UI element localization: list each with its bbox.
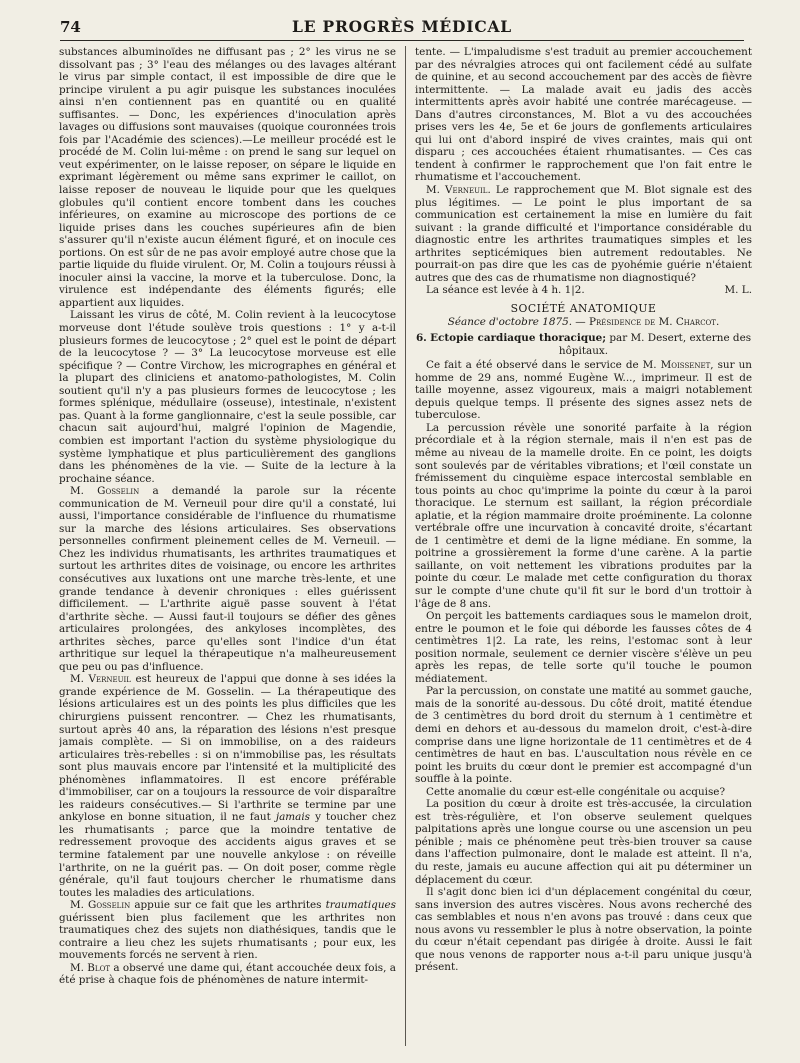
paragraph: substances albuminoïdes ne diffusant pas ; 2° les virus ne se dissolvant pas ; 3° l'eau des mélanges ou des lavages altérant le virus par simple contact, il est impossible de dire que le principe virulent a pu agir puisque les substances inoculées ainsi n'en contiennent pas en quantité ou en qualité suffisantes. — Donc, les expériences d'inoculation après lavages ou diffusions sont mauvaises (quoique couronnées trois fois par l'Académie des sciences).—Le meilleur procédé est le procédé de M. Colin lui-même : on prend le sang sur lequel on veut expérimenter, on le laisse reposer, on sépare le liquide en exprimant légèrement ou même sans exprimer le caillot, on laisse reposer de nouveau le liquide pour que les quelques globules qu'il contient encore tombent dans les couches inférieures, on examine au microscope des portions de ce liquide prises dans les couches supérieures afin de bien s'assurer qu'il n'existe aucun élément figuré, et on inocule ces portions. On est sûr de ne pas avoir employé autre chose que la partie liquide du fluide virulent. Or, M. Colin a toujours réussi à inoculer ainsi la vaccine, la morve et la tuberculose. Donc, la virulence est indépendante des éléments figurés; elle appartient aux liquides. (59, 46, 396, 309)
presidency: — Présidence de M. Charcot. (572, 316, 720, 329)
left-column (59, 46, 396, 1051)
paragraph-text: a observé une dame qui, étant accouchée deux fois, a été prise à chaque fois de phénomènes de nature intermit- (59, 961, 396, 987)
page-number: 74 (60, 18, 81, 36)
paragraph-text: . Le rapprochement que M. Blot signale est des plus légitimes. — Le point le plus important de sa communication est certainement la mise en lumière du fait suivant : la grande difficulté et l'importance considérable du diagnostic entre les arthrites traumatiques simples et les arthrites septicémiques bien autrement redoutables. Ne pourrait-on pas dire que les cas de pyohémie guérie n'étaient autres que des cas de rhumatisme non diagnostiqué? (415, 184, 752, 284)
speaker-name: M. Gosselin (70, 485, 140, 498)
section-title: SOCIÉTÉ ANATOMIQUE (510, 301, 657, 315)
paragraph (59, 899, 396, 962)
speaker-name: M. Verneuil (70, 673, 131, 686)
article-heading (415, 332, 752, 357)
article-number: 6. (415, 332, 427, 345)
physician-name: Moissenet (660, 359, 711, 372)
paragraph-text: est heureux de l'appui que donne à ses idées la grande expérience de M. Gosselin. — La thérapeutique des lésions articulaires est un des points les plus difficiles que les chirurgiens puissent rencontrer. — Chez les rhumatisants, surtout après 40 ans, la réparation des lésions n'est presque jamais complète. — Si on immobilise, on a des raideurs articulaires très-rebelles : si on n'immobilise pas, les résultats sont plus mauvais encore par l'intensité et la multiplicité des phénomènes inflammatoires. Il est encore préférable d'immobiliser, car on a toujours la ressource de voir disparaître les raideurs consécutives.— Si l'arthrite se termine par une ankylose en bonne situation, il ne faut (59, 673, 396, 824)
emphasis: traumatiques (325, 899, 396, 912)
speaker-name: M. Verneuil (426, 184, 488, 197)
article-title: Ectopie cardiaque thoracique; (430, 332, 607, 345)
paragraph: Laissant les virus de côté, M. Colin revient à la leucocytose morveuse dont l'étude soulève trois questions : 1° y a-t-il plusieurs formes de leucocytose ; 2° quel est le point de départ de la leucocytose ? — 3° La leucocytose morveuse est elle spécifique ? — Contre Virchow, les micrographes en général et la plupart des cliniciens et anatomo-pathologistes, M. Colin soutient qu'il n'y a pas plusieurs formes de leucocytose ; les formes splénique, médullaire (osseuse), intestinale, n'existent pas. Quant à la forme ganglionnaire, c'est la seule possible, car chacun sait aujourd'hui, malgré l'opinion de Magendie, combien est important l'action du système physiologique du système lymphatique et plus particulièrement des ganglions dans les phénomènes de la vie. — Suite de la lecture à la prochaine séance. (59, 309, 396, 485)
article-author: par M. Desert, externe des hôpitaux. (558, 332, 752, 357)
speaker-name: M. Gosselin (70, 899, 131, 912)
paragraph (415, 359, 752, 422)
paragraph-text: a demandé la parole sur la récente communication de M. Verneuil pour dire qu'il a constaté, lui aussi, l'importance considérable de l'influence du rhumatisme sur la marche des lésions articulaires. Ses observations personnelles confirment pleinement celles de M. Verneuil. — Chez les individus rhumatisants, les arthrites traumatiques et surtout les arthrites dites de voisinage, ou encore les arthrites consécutives aux luxations ont une marche très-lente, et une grande tendance à devenir chroniques : elles guérissent difficilement. — L'arthrite aiguë passe souvent à l'état d'arthrite sèche. — Aussi faut-il toujours se défier des gênes articulaires prolongées, des ankyloses incomplètes, des arthrites sèches, parce qu'elles sont l'indice d'un état arthritique sur lequel la thérapeutique n'a malheureusement que peu ou pas d'influence. (59, 485, 396, 673)
paragraph: Par la percussion, on constate une matité au sommet gauche, mais de la sonorité au-dessous. Du côté droit, matité étendue de 3 centimètres du bord droit du sternum à 1 centimètre et demi en dehors et au-dessous du mamelon droit, c'est-à-dire comprise dans une ligne horizontale de 11 centimètres et de 4 centimètres de haut en bas. L'auscultation nous révèle en ce point les bruits du cœur dont le premier est accompagné d'un souffle à la pointe. (415, 685, 752, 786)
page-header (60, 16, 744, 41)
paragraph (59, 485, 396, 673)
paragraph-text: appuie sur ce fait que les arthrites (130, 899, 326, 912)
paragraph: La percussion révèle une sonorité parfaite à la région précordiale et à la région sternale, mais il n'en est pas de même au niveau de la mamelle droite. En ce point, les doigts sont soulevés par de véritables vibrations; et l'œil constate un frémissement du cinquième espace intercostal semblable en tous points au choc qu'imprime la pointe du cœur à la paroi thoracique. Le sternum est saillant, la région précordiale aplatie, et la région mammaire droite proéminente. La colonne vertébrale offre une incurvation à concavité droite, s'écartant de 1 centimètre et demi de la ligne médiane. En somme, la poitrine a grossièrement la forme d'une carène. A la partie saillante, on voit nettement les vibrations produites par la pointe du cœur. Le malade met cette configuration du thorax sur le compte d'une chute qu'il fit sur le bord d'un trottoir à l'âge de 8 ans. (415, 421, 752, 610)
paragraph-text: guérissent bien plus facilement que les arthrites non traumatiques chez des sujets non diathésiques, tandis que le contraire a lieu chez les sujets rhumatisants ; pour eux, les mouvements forcés ne servent à rien. (59, 911, 396, 962)
paragraph-text: Ce fait a été observé dans le service de M. (426, 359, 661, 372)
right-column (415, 46, 752, 1051)
emphasis: jamais (275, 811, 310, 824)
section-date (415, 316, 752, 329)
paragraph: Il s'agit donc bien ici d'un déplacement congénital du cœur, sans inversion des autres viscères. Nous avons recherché des cas semblables et nous n'en avons pas trouvé : dans ceux que nous avons vu ressembler le plus à notre observation, la pointe du cœur n'était cependant pas dirigée à droite. Aussi le fait que nous venons de rapporter nous a-t-il paru unique jusqu'à présent. (415, 886, 752, 974)
signature: M. L. (724, 284, 752, 297)
paragraph-text: , sur un homme de 29 ans, nommé Eugène W..., imprimeur. Il est de taille moyenne, assez vigoureux, mais a maigri notablement depuis quelque temps. Il présente des signes assez nets de tuberculose. (415, 359, 752, 422)
journal-title: LE PROGRÈS MÉDICAL (292, 17, 512, 36)
paragraph (59, 962, 396, 987)
paragraph (59, 673, 396, 899)
session-date: Séance d'octobre 1875. (447, 316, 572, 329)
speaker-name: M. Blot (70, 961, 110, 974)
column-divider (405, 46, 406, 1046)
paragraph: tente. — L'impaludisme s'est traduit au premier accouchement par des névralgies atroces qui ont facilement cédé au sulfate de quinine, et au second accouchement par des accès de fièvre intermittente. — La malade avait eu jadis des accès intermittents après avoir habité une contrée marécageuse. — Dans d'autres circonstances, M. Blot a vu des accouchées prises vers les 4e, 5e et 6e jours de gonflements articulaires qui lui ont d'abord inspiré de vives craintes, mais qui ont disparu ; ces accouchées étaient rhumatisantes. — Ces cas tendent à confirmer le rapprochement que l'on fait entre le rhumatisme et l'accouchement. (415, 46, 752, 184)
session-end-text: La séance est levée à 4 h. 1|2. (426, 284, 585, 297)
paragraph (415, 184, 752, 284)
paragraph: Cette anomalie du cœur est-elle congénitale ou acquise? (426, 785, 726, 798)
paragraph-text: y toucher chez les rhumatisants ; parce que la moindre tentative de redressement provoque des accidents aigus graves et se termine fatalement par une nouvelle ankylose : on réveille l'arthrite, on ne la guérit pas. — On doit poser, comme règle générale, qu'il faut toujours chercher le rhumatisme dans toutes les maladies des articulations. (59, 811, 396, 899)
paragraph: La position du cœur à droite est très-accusée, la circulation est très-régulière, et l'on observe seulement quelques palpitations après une longue course ou une ascension un peu pénible ; mais ce phénomène peut très-bien trouver sa cause dans l'affection pulmonaire, dont le malade est atteint. Il n'a, du reste, jamais eu aucune affection qui ait pu déterminer un déplacement du cœur. (415, 798, 752, 886)
session-closing (415, 284, 752, 297)
paragraph: On perçoit les battements cardiaques sous le mamelon droit, entre le poumon et le foie qui déborde les fausses côtes de 4 centimètres 1|2. La rate, les reins, l'estomac sont à leur position normale, seulement ce dernier viscère s'élève un peu après les repas, de telle sorte qu'il touche le poumon médiatement. (415, 610, 752, 685)
